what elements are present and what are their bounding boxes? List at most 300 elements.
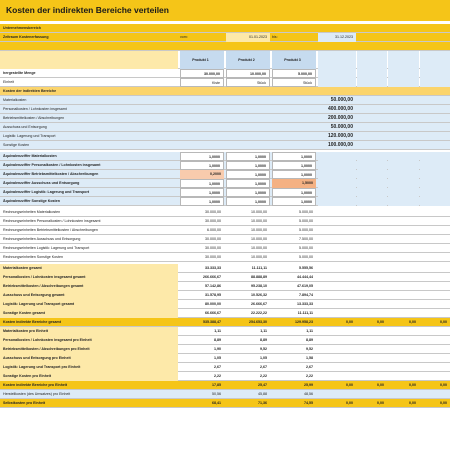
selbstkosten-row-value-6: 0,00 <box>409 401 416 405</box>
bis-label: bis: <box>272 35 278 39</box>
kosten-pro-einheit-row-value-2: 25,47 <box>258 383 267 387</box>
aequi-row-6 <box>0 197 450 206</box>
unternehmensbereich-label: Unternehmensbereich <box>3 26 41 30</box>
aequi-row-2-value-6 <box>388 161 419 170</box>
einheit-kosten-row-6-value-6 <box>388 372 419 381</box>
menge-row-value-5 <box>357 69 387 78</box>
product-name-1: Produkt 1 <box>180 51 224 69</box>
aequi-row-2-value-2[interactable]: 1,0000 <box>226 161 270 170</box>
gesamt-row-6-value-2: 22.222,22 <box>251 311 267 315</box>
rechnung-row-4-value-4 <box>318 235 356 244</box>
aequi-row-6-label: Äquivalenzziffer Sonstige Kosten <box>3 199 60 203</box>
menge-row-value-6 <box>388 69 419 78</box>
rechnung-row-1-label: Rechnungseinheiten Materialkosten <box>3 210 61 214</box>
kosten-pro-einheit-row-value-5: 0,00 <box>377 383 384 387</box>
aequi-row-3-value-5 <box>357 170 387 179</box>
rechnung-row-4-value-1: 30.000,00 <box>205 237 221 241</box>
aequi-row-1-value-1[interactable]: 1,0000 <box>180 152 224 161</box>
gesamt-row-1-value-3: 5.555,56 <box>299 266 313 270</box>
aequi-row-2-value-7 <box>420 161 450 170</box>
aequi-row-1-value-4 <box>318 152 356 161</box>
rechnung-row-3-value-2: 10.000,00 <box>251 228 267 232</box>
aequi-row-6-value-5 <box>357 197 387 206</box>
kosten-gesamt-row <box>0 318 450 327</box>
kosten-row-5 <box>0 132 450 141</box>
einheit-row-value-1[interactable]: Kiste <box>180 78 224 87</box>
einheit-kosten-row-3-label: Betriebsmittelkosten / Abschreibungen pro Einheit <box>0 345 178 354</box>
einheit-kosten-row-1-label: Materialkosten pro Einheit <box>0 327 178 336</box>
aequi-row-5-value-3[interactable]: 1,0000 <box>272 188 316 197</box>
einheit-kosten-row-5-value-2: 2,67 <box>260 365 267 369</box>
rechnung-row-6-value-7 <box>420 253 450 262</box>
aequi-row-5-value-7 <box>420 188 450 197</box>
rechnung-row-1-value-2: 10.000,00 <box>251 210 267 214</box>
gesamt-row-5-value-6 <box>388 300 419 309</box>
einheit-kosten-row-4-value-6 <box>388 354 419 363</box>
product-name-2: Produkt 2 <box>226 51 270 69</box>
rechnung-row-5-value-7 <box>420 244 450 253</box>
einheit-kosten-row-5-value-6 <box>388 363 419 372</box>
gesamt-row-3-value-5 <box>357 282 387 291</box>
product-header-empty-5 <box>357 51 387 69</box>
kosten-row-label: Ausschuss und Entsorgung <box>3 125 47 129</box>
bis-value[interactable]: 31.12.2023 <box>318 33 356 42</box>
herstellkosten-row-value-7 <box>420 390 450 399</box>
einheit-kosten-row-4-value-2: 1,05 <box>260 356 267 360</box>
aequi-row-1-value-3[interactable]: 1,0000 <box>272 152 316 161</box>
einheit-kosten-row-1-value-2: 1,11 <box>260 329 267 333</box>
aequi-row-3-label: Äquivalenzziffer Betriebsmittelkosten / Abschreibungen <box>3 172 99 176</box>
einheit-kosten-row-6-value-2: 2,22 <box>260 374 267 378</box>
einheit-kosten-row-3-value-7 <box>420 345 450 354</box>
einheit-kosten-row-3-value-3: 9,52 <box>306 347 313 351</box>
herstellkosten-row-value-3: 48,56 <box>304 392 313 396</box>
einheit-kosten-row-1-value-7 <box>420 327 450 336</box>
gesamt-row-6-label: Sonstige Kosten gesamt <box>0 309 178 318</box>
gesamt-row-1-value-7 <box>420 264 450 273</box>
rechnung-row-5-value-6 <box>388 244 419 253</box>
aequi-row-2-value-1[interactable]: 1,0000 <box>180 161 224 170</box>
rechnung-row-3-value-7 <box>420 226 450 235</box>
kosten-gesamt-row-label: Kosten indirekte Bereiche gesamt <box>3 320 61 324</box>
aequi-row-1-value-2[interactable]: 1,0000 <box>226 152 270 161</box>
rechnung-row-5-label: Rechnungseinheiten Logistik: Lagerung und Transport <box>3 246 90 250</box>
aequi-row-2 <box>0 161 450 170</box>
aequi-row-1 <box>0 152 450 161</box>
aequi-row-6-value-2[interactable]: 1,0000 <box>226 197 270 206</box>
einheit-kosten-row-3-value-2: 9,52 <box>260 347 267 351</box>
rechnung-row-2-value-3: 5.000,00 <box>299 219 313 223</box>
menge-row <box>0 69 450 78</box>
rechnung-row-4-value-5 <box>357 235 387 244</box>
kosten-row-2 <box>0 105 450 114</box>
rechnung-row-4-value-6 <box>388 235 419 244</box>
aequi-row-6-value-4 <box>318 197 356 206</box>
rechnung-row-1-value-5 <box>357 208 387 217</box>
einheit-row-label: Einheit <box>3 80 14 84</box>
rechnung-row-2-value-6 <box>388 217 419 226</box>
selbstkosten-row-value-7: 0,00 <box>440 401 447 405</box>
aequi-row-3-value-4 <box>318 170 356 179</box>
rechnung-row-1-value-7 <box>420 208 450 217</box>
gesamt-row-2-value-7 <box>420 273 450 282</box>
rechnung-row-6-value-5 <box>357 253 387 262</box>
gesamt-row-3-value-2: 95.238,10 <box>251 284 267 288</box>
kosten-row-1 <box>0 96 450 105</box>
selbstkosten-row-label: Selbstkosten pro Einheit <box>3 401 46 405</box>
rechnung-row-6-value-6 <box>388 253 419 262</box>
einheit-kosten-row-6-value-1: 2,22 <box>214 374 221 378</box>
aequi-row-5-value-6 <box>388 188 419 197</box>
gesamt-row-1 <box>0 264 450 273</box>
aequi-row-3 <box>0 170 450 179</box>
rechnung-row-2-label: Rechnungseinheiten Personalkosten / Lohnkosten insgesamt <box>3 219 101 223</box>
unternehmensbereich-row <box>0 24 450 33</box>
gesamt-row-1-value-6 <box>388 264 419 273</box>
rechnung-row-3-label: Rechnungseinheiten Betriebsmittelkosten / Abschreibungen <box>3 228 98 232</box>
rechnung-row-3-value-1: 6.000,00 <box>207 228 221 232</box>
einheit-kosten-row-5-label: Logistik: Lagerung und Transport pro Einheit <box>0 363 178 372</box>
aequi-row-5-value-5 <box>357 188 387 197</box>
einheit-kosten-row-1-value-5 <box>357 327 387 336</box>
kosten-row-value[interactable]: 100.000,00 <box>327 142 353 148</box>
gesamt-row-3 <box>0 282 450 291</box>
kosten-gesamt-row-value-4: 0,00 <box>346 320 353 324</box>
aequi-row-3-value-3[interactable]: 1,0000 <box>272 170 316 179</box>
einheit-kosten-row-2-value-2: 8,89 <box>260 338 267 342</box>
kosten-gesamt-row-value-7: 0,00 <box>440 320 447 324</box>
gesamt-row-2-value-1: 266.666,67 <box>203 275 221 279</box>
kosten-row-4 <box>0 123 450 132</box>
vom-label: vom: <box>180 35 188 39</box>
gesamt-row-4-value-4 <box>318 291 356 300</box>
zeitraum-row <box>0 33 450 42</box>
menge-row-value-1[interactable]: 30.000,00 <box>180 69 224 78</box>
product-name-3: Produkt 3 <box>272 51 316 69</box>
herstellkosten-row-value-4 <box>318 390 356 399</box>
product-header-empty-7 <box>420 51 450 69</box>
rechnung-row-4-value-2: 10.000,00 <box>251 237 267 241</box>
gesamt-row-3-label: Betriebsmittelkosten / Abschreibungen gesamt <box>0 282 178 291</box>
einheit-kosten-row-3-value-4 <box>318 345 356 354</box>
product-header-row <box>0 51 450 69</box>
einheit-kosten-row-5-value-7 <box>420 363 450 372</box>
gesamt-row-6-value-3: 11.111,11 <box>297 311 313 315</box>
rechnung-row-2-value-1: 30.000,00 <box>205 219 221 223</box>
herstellkosten-row-value-2: 45,88 <box>258 392 267 396</box>
gesamt-row-4-value-5 <box>357 291 387 300</box>
einheit-kosten-row-4-value-5 <box>357 354 387 363</box>
herstellkosten-row-label: Herstellkosten (des Umsatzes) pro Einheit <box>3 392 71 396</box>
gesamt-row-6 <box>0 309 450 318</box>
menge-row-value-4 <box>318 69 356 78</box>
einheit-kosten-row-5-value-4 <box>318 363 356 372</box>
aequi-row-1-value-6 <box>388 152 419 161</box>
einheit-kosten-row-2-value-1: 8,89 <box>214 338 221 342</box>
gesamt-row-4-value-1: 31.578,95 <box>205 293 221 297</box>
gesamt-row-2-value-3: 44.444,44 <box>297 275 313 279</box>
aequi-row-4-value-7 <box>420 179 450 188</box>
einheit-kosten-row-3-value-5 <box>357 345 387 354</box>
zeitraum-label: Zeitraum Kostenerfassung <box>3 35 49 39</box>
product-header-spacer <box>0 51 178 69</box>
selbstkosten-row-value-1: 68,41 <box>212 401 221 405</box>
aequi-row-1-label: Äquivalenzziffer Materialkosten <box>3 154 57 158</box>
kosten-pro-einheit-row-value-7: 0,00 <box>440 383 447 387</box>
gesamt-row-5-value-5 <box>357 300 387 309</box>
product-header-empty-6 <box>388 51 419 69</box>
rechnung-row-4-value-3: 7.500,00 <box>299 237 313 241</box>
rechnung-row-6-value-4 <box>318 253 356 262</box>
kosten-row-3 <box>0 114 450 123</box>
aequi-row-4-value-5 <box>357 179 387 188</box>
rechnung-row-1-value-3: 5.000,00 <box>299 210 313 214</box>
gesamt-row-2-label: Personalkosten / Lohnkosten insgesamt gesamt <box>0 273 178 282</box>
aequi-row-1-value-5 <box>357 152 387 161</box>
selbstkosten-row-value-3: 74,55 <box>304 401 313 405</box>
aequi-row-5-value-2[interactable]: 1,0000 <box>226 188 270 197</box>
selbstkosten-row-value-5: 0,00 <box>377 401 384 405</box>
einheit-kosten-row-1-value-6 <box>388 327 419 336</box>
kosten-row-value[interactable]: 400.000,00 <box>327 106 353 112</box>
aequi-row-4-value-6 <box>388 179 419 188</box>
kosten-pro-einheit-row <box>0 381 450 390</box>
gesamt-row-3-value-7 <box>420 282 450 291</box>
rechnung-row-3-value-5 <box>357 226 387 235</box>
gesamt-row-4-value-7 <box>420 291 450 300</box>
einheit-kosten-row-3-value-6 <box>388 345 419 354</box>
vom-value[interactable]: 01.01.2023 <box>226 33 270 42</box>
einheit-row-value-5 <box>357 78 387 87</box>
kosten-row-label: Sonstige Kosten <box>3 143 30 147</box>
aequi-row-2-value-3[interactable]: 1,0000 <box>272 161 316 170</box>
aequi-row-4-value-1[interactable]: 1,0000 <box>180 179 224 188</box>
einheit-kosten-row-2-value-3: 8,89 <box>306 338 313 342</box>
einheit-kosten-row-4-value-3: 1,58 <box>306 356 313 360</box>
rechnung-row-3-value-6 <box>388 226 419 235</box>
gesamt-row-3-value-4 <box>318 282 356 291</box>
einheit-kosten-row-1-value-3: 1,11 <box>306 329 313 333</box>
einheit-row-value-4 <box>318 78 356 87</box>
kosten-row-label: Materialkosten <box>3 98 27 102</box>
gesamt-row-4-value-2: 10.526,32 <box>251 293 267 297</box>
aequi-row-5-label: Äquivalenzziffer Logistik: Lagerung und Transport <box>3 190 90 194</box>
einheit-kosten-row-4-value-4 <box>318 354 356 363</box>
gesamt-row-2-value-5 <box>357 273 387 282</box>
kosten-pro-einheit-row-label: Kosten indirekte Bereiche pro Einheit <box>3 383 68 387</box>
rechnung-row-6 <box>0 253 450 262</box>
kosten-gesamt-row-value-2: 254.653,30 <box>249 320 267 324</box>
kosten-gesamt-row-value-6: 0,00 <box>409 320 416 324</box>
gesamt-row-5-value-1: 80.000,00 <box>205 302 221 306</box>
aequi-row-5 <box>0 188 450 197</box>
sheet-title: Kosten der indirekten Bereiche verteilen <box>0 0 450 21</box>
aequi-row-2-label: Äquivalenzziffer Personalkosten / Lohnkosten insgesamt <box>3 163 101 167</box>
menge-row-value-3[interactable]: 5.000,00 <box>272 69 316 78</box>
einheit-kosten-row-2-value-5 <box>357 336 387 345</box>
einheit-kosten-row-5-value-5 <box>357 363 387 372</box>
einheit-kosten-row-6-value-4 <box>318 372 356 381</box>
einheit-kosten-row-3 <box>0 345 450 354</box>
gesamt-row-1-value-2: 11.111,11 <box>251 266 267 270</box>
aequi-row-4-value-2[interactable]: 1,0000 <box>226 179 270 188</box>
einheit-row-value-2[interactable]: Stück <box>226 78 270 87</box>
aequi-row-5-value-1[interactable]: 1,0000 <box>180 188 224 197</box>
einheit-kosten-row-5-value-3: 2,67 <box>306 365 313 369</box>
rechnung-row-5-value-2: 10.000,00 <box>251 246 267 250</box>
aequi-row-6-value-3[interactable]: 1,0000 <box>272 197 316 206</box>
aequi-row-4-label: Äquivalenzziffer Ausschuss und Entsorgung <box>3 181 80 185</box>
einheit-row-value-3[interactable]: Stück <box>272 78 316 87</box>
kosten-gesamt-row-value-1: 535.388,47 <box>203 320 221 324</box>
rechnung-row-1-value-4 <box>318 208 356 217</box>
gesamt-row-2-value-6 <box>388 273 419 282</box>
rechnung-row-5-value-3: 5.000,00 <box>299 246 313 250</box>
rechnung-row-1 <box>0 208 450 217</box>
einheit-kosten-row-1-value-4 <box>318 327 356 336</box>
selbstkosten-row-value-4: 0,00 <box>346 401 353 405</box>
aequi-row-6-value-6 <box>388 197 419 206</box>
aequi-row-4-value-4 <box>318 179 356 188</box>
einheit-row-value-7 <box>420 78 450 87</box>
rechnung-row-4 <box>0 235 450 244</box>
gesamt-row-6-value-4 <box>318 309 356 318</box>
rechnung-row-2-value-5 <box>357 217 387 226</box>
herstellkosten-row-value-6 <box>388 390 419 399</box>
gesamt-row-6-value-1: 66.666,67 <box>205 311 221 315</box>
kosten-row-label: Personalkosten / Lohnkosten insgesamt <box>3 107 67 111</box>
gesamt-row-3-value-3: 47.619,05 <box>297 284 313 288</box>
kosten-pro-einheit-row-value-1: 17,85 <box>212 383 221 387</box>
gesamt-row-5 <box>0 300 450 309</box>
gesamt-row-6-value-5 <box>357 309 387 318</box>
rechnung-row-3 <box>0 226 450 235</box>
kosten-row-value[interactable]: 50.000,00 <box>330 124 353 130</box>
kosten-row-value[interactable]: 200.000,00 <box>327 115 353 121</box>
einheit-kosten-row-6-value-7 <box>420 372 450 381</box>
aequi-row-3-value-7 <box>420 170 450 179</box>
rechnung-row-2-value-4 <box>318 217 356 226</box>
gesamt-row-5-value-2: 26.666,67 <box>251 302 267 306</box>
menge-row-label: hergestellte Menge <box>3 71 36 75</box>
einheit-kosten-row-3-value-1: 1,90 <box>214 347 221 351</box>
gesamt-row-1-value-4 <box>318 264 356 273</box>
aequi-row-1-value-7 <box>420 152 450 161</box>
aequi-row-4 <box>0 179 450 188</box>
kosten-row-6 <box>0 141 450 150</box>
einheit-kosten-row-4 <box>0 354 450 363</box>
einheit-kosten-row-6-value-3: 2,22 <box>306 374 313 378</box>
gesamt-row-5-label: Logistik: Lagerung und Transport gesamt <box>0 300 178 309</box>
einheit-kosten-row-6 <box>0 372 450 381</box>
einheit-kosten-row-2 <box>0 336 450 345</box>
einheit-kosten-row-1 <box>0 327 450 336</box>
gesamt-row-2-value-4 <box>318 273 356 282</box>
gesamt-row-4-value-6 <box>388 291 419 300</box>
herstellkosten-row-value-1: 50,56 <box>212 392 221 396</box>
gesamt-row-3-value-1: 57.142,86 <box>205 284 221 288</box>
herstellkosten-row-value-5 <box>357 390 387 399</box>
gesamt-row-5-value-7 <box>420 300 450 309</box>
rechnung-row-2-value-2: 10.000,00 <box>251 219 267 223</box>
einheit-kosten-row-6-value-5 <box>357 372 387 381</box>
gesamt-row-1-label: Materialkosten gesamt <box>0 264 178 273</box>
gesamt-row-1-value-5 <box>357 264 387 273</box>
aequi-row-3-value-6 <box>388 170 419 179</box>
product-header-empty-4 <box>318 51 356 69</box>
rechnung-row-5-value-5 <box>357 244 387 253</box>
einheit-row <box>0 78 450 87</box>
kosten-pro-einheit-row-value-6: 0,00 <box>409 383 416 387</box>
kosten-row-value[interactable]: 50.000,00 <box>330 97 353 103</box>
rechnung-row-4-value-7 <box>420 235 450 244</box>
gesamt-row-2 <box>0 273 450 282</box>
menge-row-value-2[interactable]: 10.000,00 <box>226 69 270 78</box>
aequi-row-3-value-1[interactable]: 0,2000 <box>180 170 224 179</box>
kosten-row-value[interactable]: 120.000,00 <box>327 133 353 139</box>
aequi-row-6-value-1[interactable]: 1,0000 <box>180 197 224 206</box>
menge-row-value-7 <box>420 69 450 78</box>
kosten-pro-einheit-row-value-3: 25,99 <box>304 383 313 387</box>
einheit-kosten-row-1-value-1: 1,11 <box>214 329 221 333</box>
aequi-row-3-value-2[interactable]: 1,0000 <box>226 170 270 179</box>
gesamt-row-6-value-6 <box>388 309 419 318</box>
selbstkosten-row-value-2: 71,36 <box>258 401 267 405</box>
aequi-row-6-value-7 <box>420 197 450 206</box>
rechnung-row-6-value-1: 30.000,00 <box>205 255 221 259</box>
einheit-kosten-row-4-value-1: 1,05 <box>214 356 221 360</box>
aequi-row-2-value-4 <box>318 161 356 170</box>
rechnung-row-5-value-4 <box>318 244 356 253</box>
rechnung-row-2-value-7 <box>420 217 450 226</box>
gesamt-row-5-value-4 <box>318 300 356 309</box>
einheit-kosten-row-6-label: Sonstige Kosten pro Einheit <box>0 372 178 381</box>
rechnung-row-1-value-6 <box>388 208 419 217</box>
rechnung-row-6-value-2: 10.000,00 <box>251 255 267 259</box>
einheit-kosten-row-2-label: Personalkosten / Lohnkosten insgesamt pro Einheit <box>0 336 178 345</box>
einheit-row-value-6 <box>388 78 419 87</box>
gesamt-row-4-value-3: 7.894,74 <box>299 293 313 297</box>
spacer-row <box>0 42 450 51</box>
rechnung-row-3-value-4 <box>318 226 356 235</box>
rechnung-row-6-value-3: 5.000,00 <box>299 255 313 259</box>
aequi-row-4-value-3[interactable]: 1,5000 <box>272 179 316 188</box>
rechnung-row-1-value-1: 30.000,00 <box>205 210 221 214</box>
rechnung-row-4-label: Rechnungseinheiten Ausschuss und Entsorgung <box>3 237 81 241</box>
kosten-header-label: Kosten der indirekten Bereiche <box>3 89 57 93</box>
einheit-kosten-row-5 <box>0 363 450 372</box>
kosten-pro-einheit-row-value-4: 0,00 <box>346 383 353 387</box>
herstellkosten-row <box>0 390 450 399</box>
kosten-row-label: Betriebsmittelkosten / Abschreibungen <box>3 116 65 120</box>
einheit-kosten-row-2-value-6 <box>388 336 419 345</box>
gesamt-row-2-value-2: 88.888,89 <box>251 275 267 279</box>
einheit-kosten-row-2-value-4 <box>318 336 356 345</box>
aequi-row-5-value-4 <box>318 188 356 197</box>
kosten-gesamt-row-value-5: 0,00 <box>377 320 384 324</box>
einheit-kosten-row-4-value-7 <box>420 354 450 363</box>
selbstkosten-row <box>0 399 450 408</box>
aequi-row-2-value-5 <box>357 161 387 170</box>
gesamt-row-1-value-1: 33.333,33 <box>205 266 221 270</box>
gesamt-row-3-value-6 <box>388 282 419 291</box>
einheit-kosten-row-4-label: Ausschuss und Entsorgung pro Einheit <box>0 354 178 363</box>
rechnung-row-5 <box>0 244 450 253</box>
kosten-header-row <box>0 87 450 96</box>
kosten-gesamt-row-value-3: 129.958,23 <box>295 320 313 324</box>
gesamt-row-4-label: Ausschuss und Entsorgung gesamt <box>0 291 178 300</box>
gesamt-row-4 <box>0 291 450 300</box>
